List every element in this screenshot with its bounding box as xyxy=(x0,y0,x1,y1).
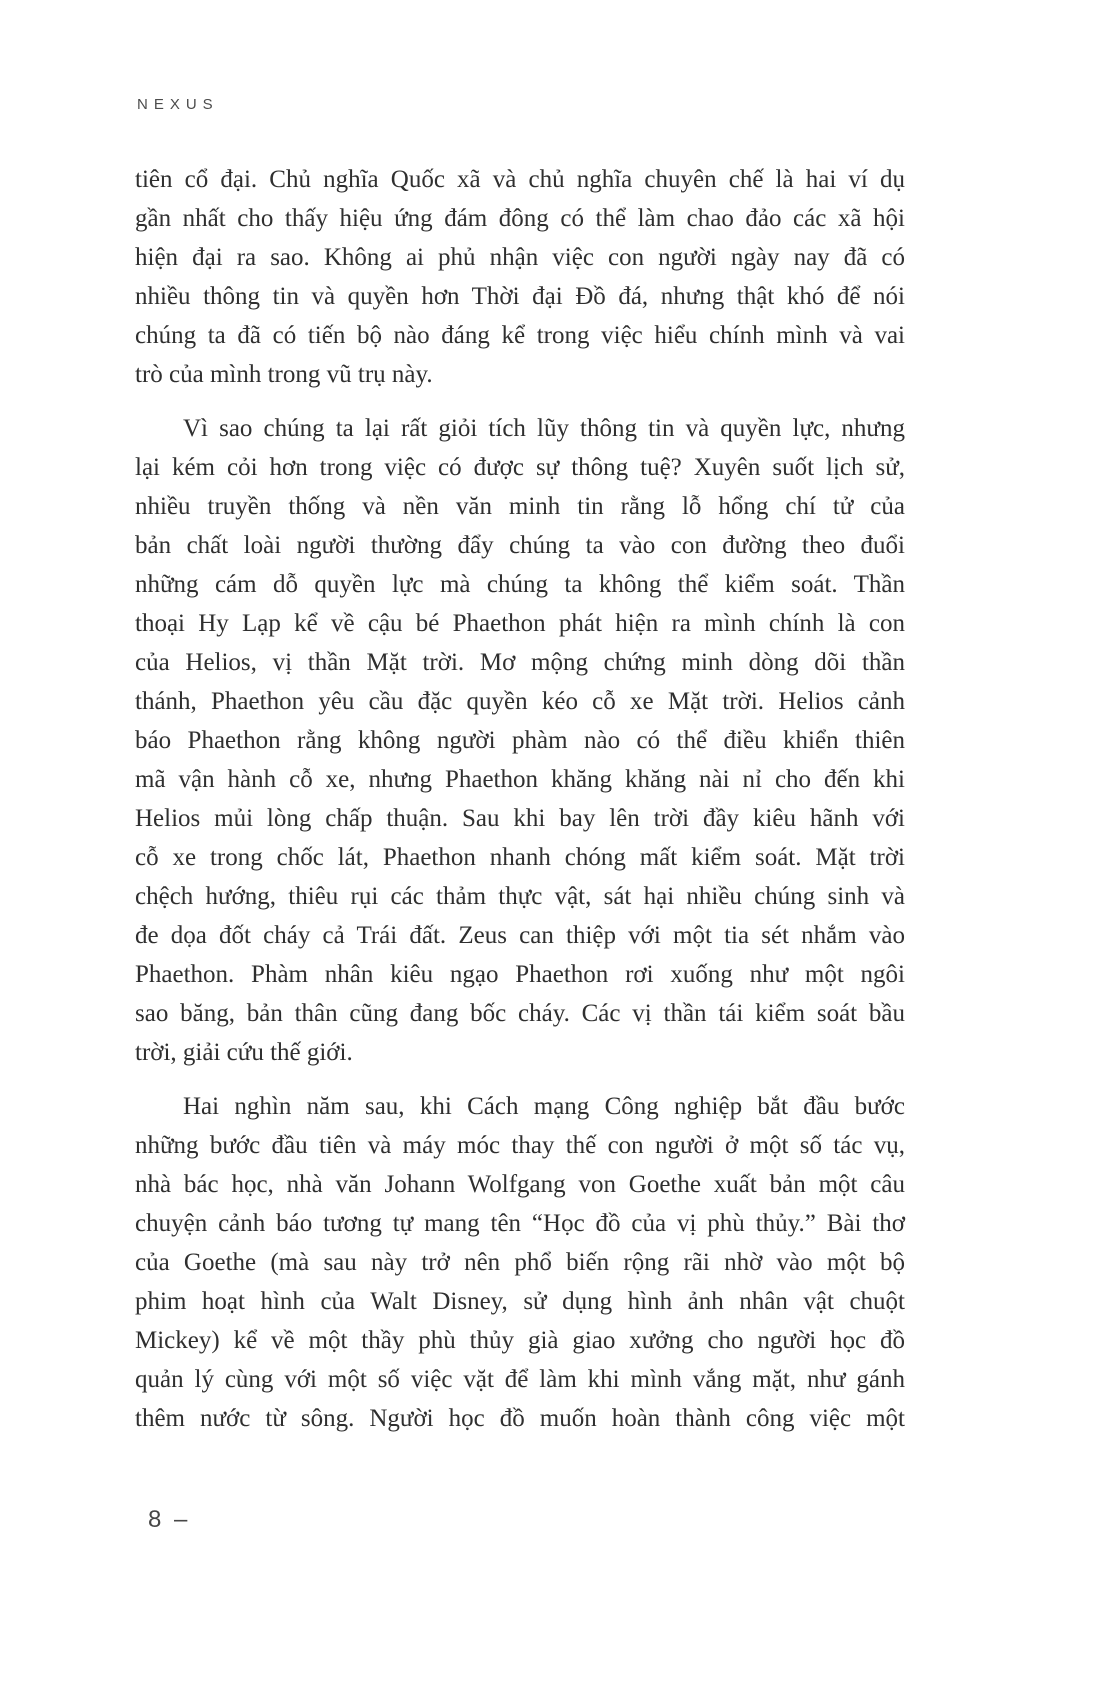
text-line: Helios mủi lòng chấp thuận. Sau khi bay lên trời đầy kiêu hãnh với xyxy=(135,805,905,832)
text-line: Phaethon. Phàm nhân kiêu ngạo Phaethon rơi xuống như một ngôi xyxy=(135,961,905,988)
text-line: của Helios, vị thần Mặt trời. Mơ mộng chứng minh dòng dõi thần xyxy=(135,649,905,676)
text-line: Mickey) kể về một thầy phù thủy già giao xưởng cho người học đồ xyxy=(135,1327,905,1354)
text-line: chệch hướng, thiêu rụi các thảm thực vật, sát hại nhiều chúng sinh và xyxy=(135,883,905,910)
text-line: nhiều truyền thống và nền văn minh tin rằng lỗ hổng chí tử của xyxy=(135,493,905,520)
text-line: thánh, Phaethon yêu cầu đặc quyền kéo cỗ xe Mặt trời. Helios cảnh xyxy=(135,688,905,715)
running-header: NEXUS xyxy=(137,96,219,113)
text-line: của Goethe (mà sau này trở nên phổ biến rộng rãi nhờ vào một bộ xyxy=(135,1249,905,1276)
text-line: nhiều thông tin và quyền hơn Thời đại Đồ đá, nhưng thật khó để nói xyxy=(135,283,905,310)
text-line: đe dọa đốt cháy cả Trái đất. Zeus can thiệp với một tia sét nhắm vào xyxy=(135,922,905,949)
text-line: Hai nghìn năm sau, khi Cách mạng Công nghiệp bắt đầu bước xyxy=(183,1093,905,1120)
text-line: thêm nước từ sông. Người học đồ muốn hoàn thành công việc một xyxy=(135,1405,905,1432)
text-line: tiên cổ đại. Chủ nghĩa Quốc xã và chủ nghĩa chuyên chế là hai ví dụ xyxy=(135,166,905,193)
text-line: chúng ta đã có tiến bộ nào đáng kể trong việc hiểu chính mình và vai xyxy=(135,322,905,349)
text-line: bản chất loài người thường đẩy chúng ta vào con đường theo đuổi xyxy=(135,532,905,559)
page-number: 8 – xyxy=(148,1506,191,1533)
text-line: quản lý cùng với một số việc vặt để làm khi mình vắng mặt, như gánh xyxy=(135,1366,905,1393)
text-line: lại kém cỏi hơn trong việc có được sự thông tuệ? Xuyên suốt lịch sử, xyxy=(135,454,905,481)
text-line: hiện đại ra sao. Không ai phủ nhận việc con người ngày nay đã có xyxy=(135,244,905,271)
text-line: sao băng, bản thân cũng đang bốc cháy. Các vị thần tái kiểm soát bầu xyxy=(135,1000,905,1027)
text-line: gần nhất cho thấy hiệu ứng đám đông có thể làm chao đảo các xã hội xyxy=(135,205,905,232)
text-line: mã vận hành cỗ xe, nhưng Phaethon khăng khăng nài nỉ cho đến khi xyxy=(135,766,905,793)
text-line: phim hoạt hình của Walt Disney, sử dụng hình ảnh nhân vật chuột xyxy=(135,1288,905,1315)
paragraph xyxy=(135,409,905,1072)
text-line: những bước đầu tiên và máy móc thay thế con người ở một số tác vụ, xyxy=(135,1132,905,1159)
text-line: những cám dỗ quyền lực mà chúng ta không thể kiểm soát. Thần xyxy=(135,571,905,598)
text-line: thoại Hy Lạp kể về cậu bé Phaethon phát hiện ra mình chính là con xyxy=(135,610,905,637)
body-text xyxy=(135,160,905,1453)
text-line: báo Phaethon rằng không người phàm nào có thể điều khiển thiên xyxy=(135,727,905,754)
text-line: trời, giải cứu thế giới. xyxy=(135,1039,353,1066)
text-line: Vì sao chúng ta lại rất giỏi tích lũy thông tin và quyền lực, nhưng xyxy=(183,415,905,442)
text-line: cỗ xe trong chốc lát, Phaethon nhanh chóng mất kiểm soát. Mặt trời xyxy=(135,844,905,871)
paragraph xyxy=(135,160,905,394)
paragraph xyxy=(135,1087,905,1438)
text-line: trò của mình trong vũ trụ này. xyxy=(135,361,433,388)
text-line: nhà bác học, nhà văn Johann Wolfgang von Goethe xuất bản một câu xyxy=(135,1171,905,1198)
text-line: chuyện cảnh báo tương tự mang tên “Học đồ của vị phù thủy.” Bài thơ xyxy=(135,1210,905,1237)
